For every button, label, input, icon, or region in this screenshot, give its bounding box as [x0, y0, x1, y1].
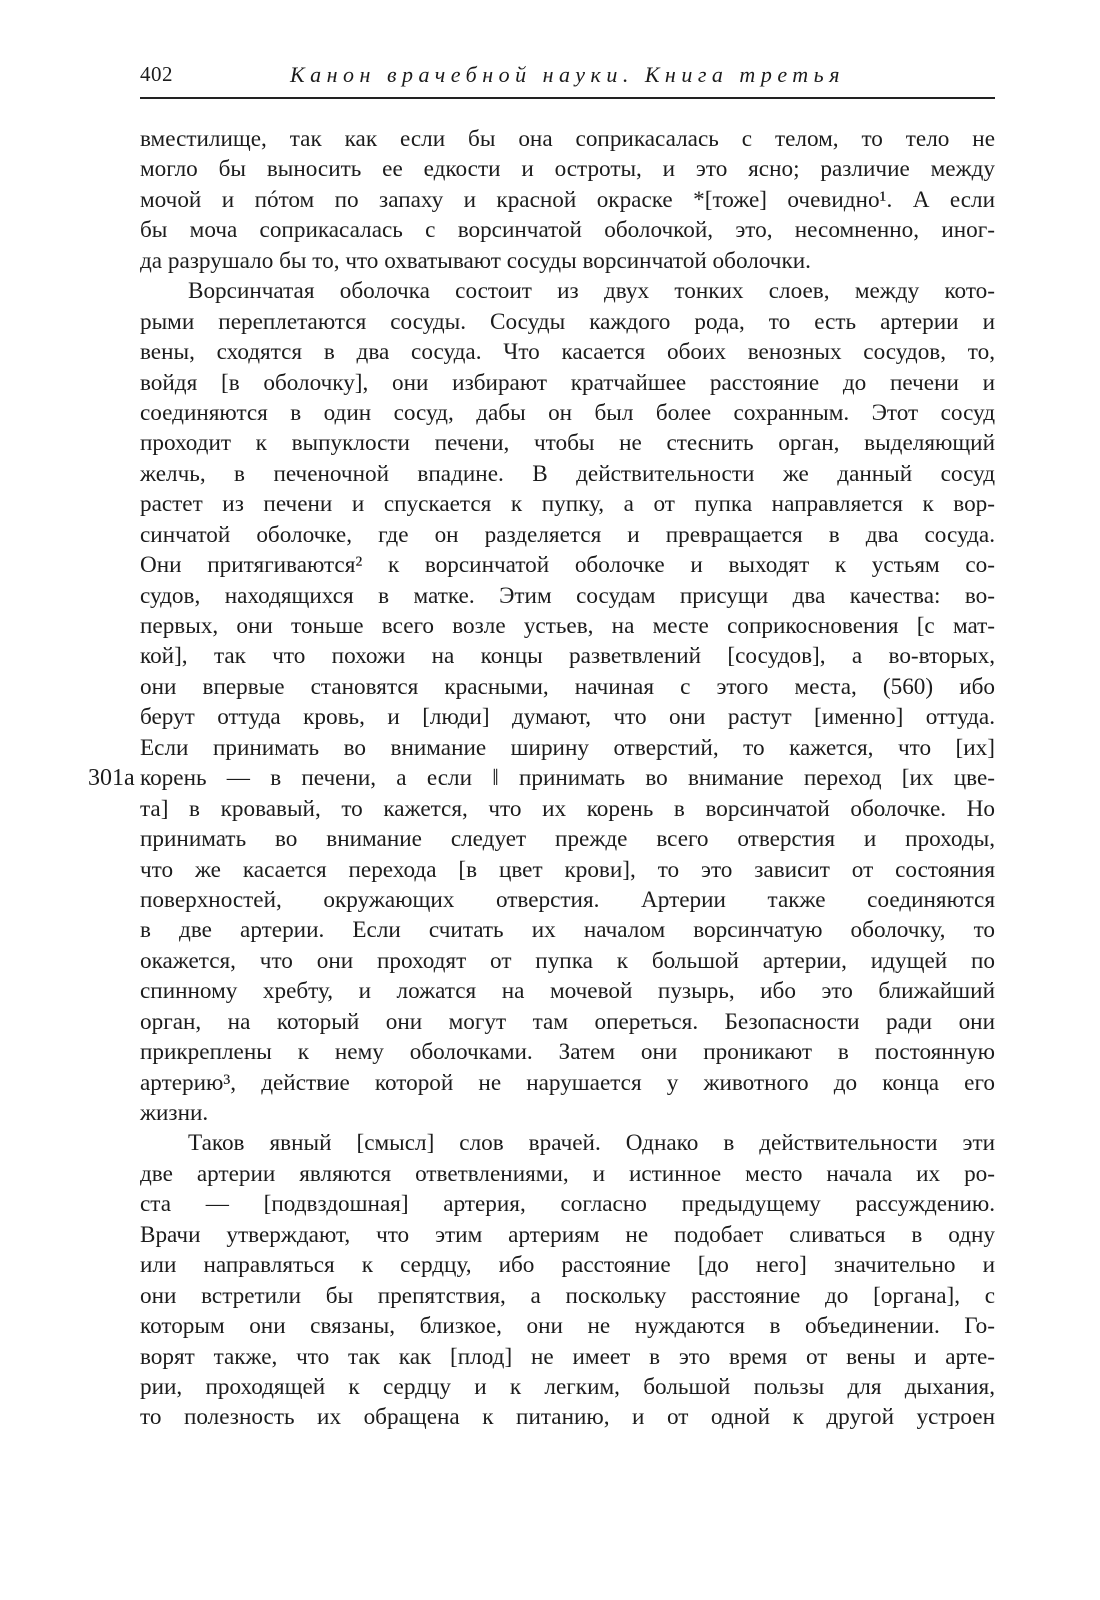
- text-line: войдя [в оболочку], они избирают кратчайшее расстояние до печени и: [140, 369, 995, 396]
- body-text: [88, 124, 995, 1433]
- text-line: поверхностей, окружающих отверстия. Артерии также соединяются: [140, 886, 995, 913]
- text-line: ворят также, что так как [плод] не имеет в это время от вены и арте-: [140, 1343, 995, 1370]
- text-line: судов, находящихся в матке. Этим сосудам присущи два качества: во-: [140, 582, 995, 609]
- text-line: Таков явный [смысл] слов врачей. Однако в действительности эти: [188, 1130, 995, 1157]
- text-line: орган, на который они могут там опереться. Безопасности ради они: [140, 1008, 995, 1035]
- text-line: соединяются в один сосуд, дабы он был более сохранным. Этот сосуд: [140, 399, 995, 426]
- text-line: они впервые становятся красными, начиная с этого места, (560) ибо: [140, 673, 995, 700]
- text-line: вместилище, так как если бы она соприкасалась с телом, то тело не: [140, 126, 995, 152]
- text-line: та] в кровавый, то кажется, что их корень в ворсинчатой оболочке. Но: [140, 795, 995, 822]
- text-line: которым они связаны, близкое, они не нуждаются в объединении. Го-: [140, 1313, 995, 1340]
- text-line: Ворсинчатая оболочка состоит из двух тонких слоев, между кото-: [188, 278, 995, 305]
- text-line: желчь, в печеночной впадине. В действительности же данный сосуд: [140, 460, 995, 487]
- text-line: мочой и пóтом по запаху и красной окраске *[тоже] очевидно¹. А если: [140, 186, 995, 213]
- text-line: ста — [подвздошная] артерия, согласно предыдущему рассуждению.: [140, 1191, 995, 1218]
- header-rule: [140, 97, 995, 99]
- text-line: в две артерии. Если считать их началом ворсинчатую оболочку, то: [140, 917, 995, 944]
- text-line-content: корень — в печени, а если ‖ принимать во внимание переход [их цве-: [140, 765, 995, 792]
- text-line: да разрушало бы то, что охватывают сосуды ворсинчатой оболочки.: [140, 247, 811, 274]
- text-line: кой], так что похожи на концы разветвлений [сосудов], а во-вторых,: [140, 643, 995, 670]
- text-line: Они притягиваются² к ворсинчатой оболочке и выходят к устьям со-: [140, 552, 995, 579]
- margin-folio-note: 301a: [88, 765, 135, 792]
- text-line: они встретили бы препятствия, а поскольку расстояние до [органа], с: [140, 1282, 995, 1309]
- text-line: растет из печени и спускается к пупку, а от пупка направляется к вор-: [140, 491, 995, 518]
- text-line: спинному хребту, и ложатся на мочевой пузырь, ибо это ближайший: [140, 978, 995, 1005]
- text-line: рии, проходящей к сердцу и к легким, большой пользы для дыхания,: [140, 1373, 995, 1400]
- text-line: рыми переплетаются сосуды. Сосуды каждого рода, то есть артерии и: [140, 308, 995, 335]
- text-line: или направляться к сердцу, ибо расстояние [до него] значительно и: [140, 1252, 995, 1279]
- text-line: что же касается перехода [в цвет крови], то это зависит от состояния: [140, 856, 995, 883]
- text-line: Если принимать во внимание ширину отверстий, то кажется, что [их]: [140, 734, 995, 761]
- text-line: принимать во внимание следует прежде всего отверстия и проходы,: [140, 826, 995, 853]
- text-line: вены, сходятся в два сосуда. Что касается обоих венозных сосудов, то,: [140, 339, 995, 366]
- text-line: две артерии являются ответвлениями, и истинное место начала их ро-: [140, 1160, 995, 1187]
- text-line: синчатой оболочке, где он разделяется и превращается в два сосуда.: [140, 521, 995, 548]
- page-header: [140, 62, 995, 94]
- text-line: окажется, что они проходят от пупка к большой артерии, идущей по: [140, 947, 995, 974]
- text-line: проходит к выпуклости печени, чтобы не стеснить орган, выделяющий: [140, 430, 995, 457]
- text-line: артерию³, действие которой не нарушается у животного до конца его: [140, 1069, 995, 1096]
- text-line: Врачи утверждают, что этим артериям не подобает сливаться в одну: [140, 1221, 995, 1248]
- text-line: бы моча соприкасалась с ворсинчатой оболочкой, это, несомненно, иног-: [140, 217, 995, 244]
- text-line-with-margin-note: [88, 763, 995, 793]
- running-title: Канон врачебной науки. Книга третья: [290, 62, 845, 87]
- page-number: 402: [140, 62, 173, 86]
- text-line: первых, они тоньше всего возле устьев, на месте соприкосновения [с мат-: [140, 613, 995, 639]
- text-line: то полезность их обращена к питанию, и от одной к другой устроен: [140, 1404, 995, 1431]
- text-line: берут оттуда кровь, и [люди] думают, что они растут [именно] оттуда.: [140, 704, 995, 731]
- text-line: могло бы выносить ее едкости и остроты, и это ясно; различие между: [140, 156, 995, 183]
- text-line: жизни.: [140, 1100, 209, 1126]
- text-line: прикреплены к нему оболочками. Затем они проникают в постоянную: [140, 1039, 995, 1066]
